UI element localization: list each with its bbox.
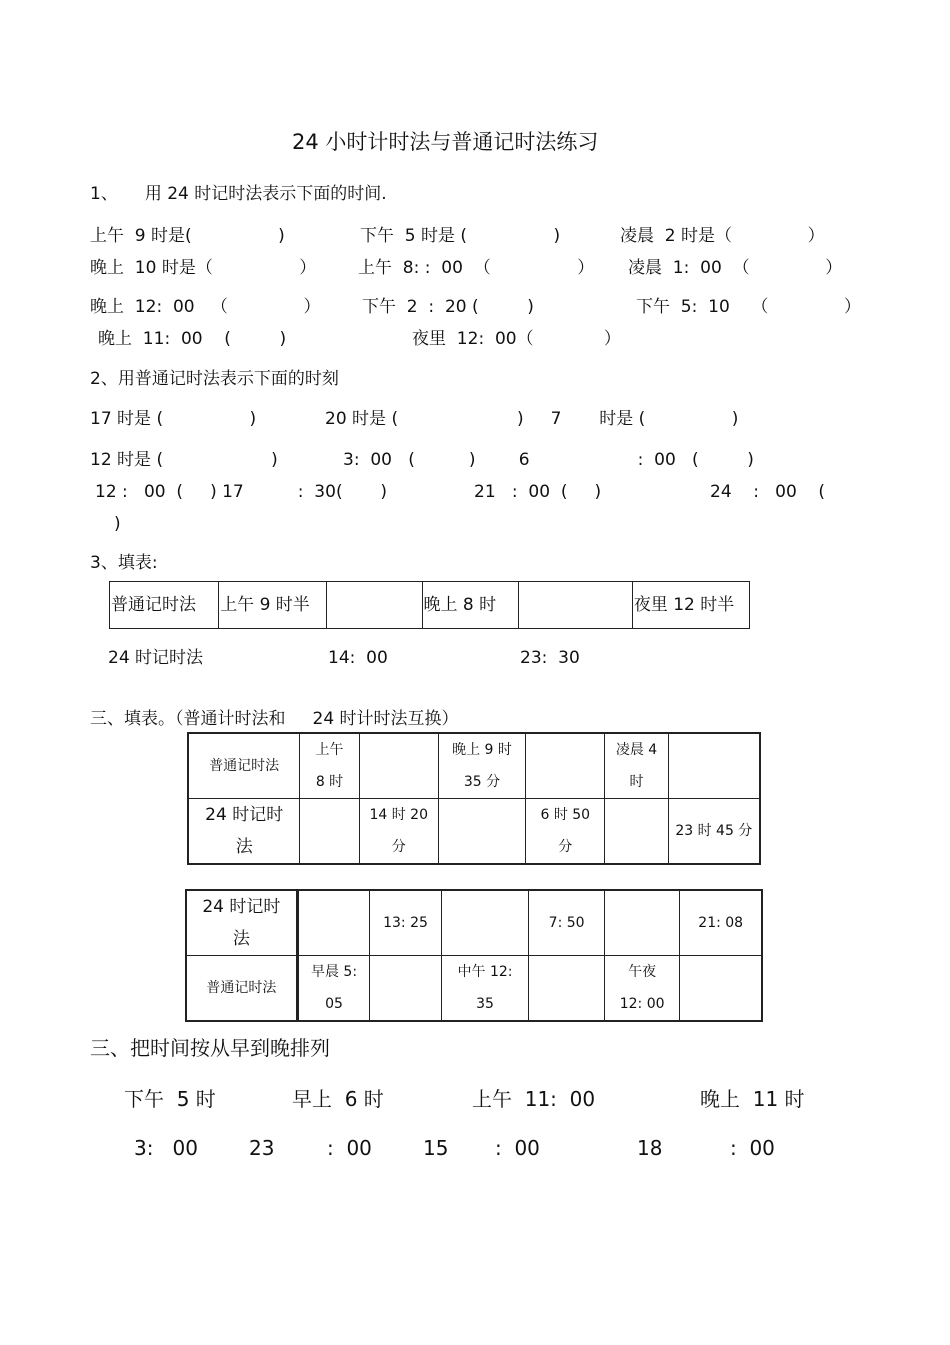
q2-item: 20 时是 ( ) 7 时是 ( ) bbox=[325, 409, 739, 429]
q3-cell-blank[interactable] bbox=[518, 582, 632, 629]
q5-time: : 00 bbox=[495, 1136, 540, 1160]
q1-item: 凌晨 1: 00 （ ） bbox=[628, 258, 843, 278]
cell-line: 23 时 45 分 bbox=[675, 823, 753, 839]
cell-line: 8 时 bbox=[315, 774, 344, 790]
q2-item: 3: 00 ( ) 6 : 00 ( ) bbox=[343, 450, 754, 470]
cell-line: 午夜 bbox=[628, 964, 657, 980]
table-a-blank[interactable] bbox=[668, 733, 760, 799]
q3-row2-value: 14: 00 bbox=[328, 648, 388, 668]
q5-time: 上午 11: 00 bbox=[472, 1087, 596, 1111]
table-b-cell bbox=[529, 890, 605, 956]
q2-item: ) bbox=[114, 514, 121, 534]
cell-line: 24 时记时 bbox=[202, 897, 281, 917]
q3-cell: 上午 9 时半 bbox=[219, 582, 327, 629]
table-b-blank[interactable] bbox=[441, 890, 529, 956]
q1-item: 晚上 10 时是（ ） bbox=[90, 258, 317, 278]
q5-time: 23 bbox=[249, 1136, 275, 1160]
table-b-blank[interactable] bbox=[297, 890, 370, 956]
table-b-cell bbox=[680, 890, 762, 956]
table-a-cell bbox=[359, 799, 438, 865]
q5-time: 晚上 11 时 bbox=[700, 1087, 805, 1111]
cell-line: 12: 00 bbox=[619, 996, 665, 1012]
conversion-table-b bbox=[185, 889, 763, 1022]
table-b-cell bbox=[186, 956, 297, 1022]
q1-heading: 1、 用 24 时记时法表示下面的时间. bbox=[90, 184, 387, 204]
cell-line: 分 bbox=[558, 839, 573, 855]
q3-cell-blank[interactable] bbox=[327, 582, 422, 629]
cell-line: 05 bbox=[325, 996, 343, 1012]
q5-time: 3: 00 bbox=[134, 1136, 198, 1160]
table-a-blank[interactable] bbox=[359, 733, 438, 799]
table-b-cell bbox=[186, 890, 297, 956]
cell-line: 时 bbox=[629, 774, 644, 790]
conversion-table-a bbox=[187, 732, 761, 865]
cell-line: 35 bbox=[476, 996, 494, 1012]
table-a-blank[interactable] bbox=[438, 799, 525, 865]
q1-item: 下午 5 时是 ( ) bbox=[360, 226, 561, 246]
q1-item: 上午 8: : 00 （ ） bbox=[358, 258, 595, 278]
q5-heading: 三、把时间按从早到晚排列 bbox=[90, 1036, 330, 1060]
cell-line: 法 bbox=[235, 837, 253, 857]
cell-line: 21: 08 bbox=[698, 915, 744, 931]
table-a-blank[interactable] bbox=[300, 799, 359, 865]
table-b-blank[interactable] bbox=[604, 890, 680, 956]
q1-item: 夜里 12: 00（ ） bbox=[412, 329, 621, 349]
table-b-cell bbox=[441, 956, 529, 1022]
table-a-cell bbox=[188, 733, 300, 799]
q5-time: 18 bbox=[637, 1136, 663, 1160]
table-b-cell bbox=[297, 956, 370, 1022]
q3-row2-label: 24 时记时法 bbox=[108, 648, 204, 668]
cell-line: 中午 12: bbox=[457, 964, 513, 980]
cell-line: 24 时记时 bbox=[205, 805, 284, 825]
table-a-cell bbox=[526, 799, 605, 865]
cell-line: 普通记时法 bbox=[209, 758, 280, 774]
table-a-cell bbox=[438, 733, 525, 799]
q2-heading: 2、用普通记时法表示下面的时刻 bbox=[90, 369, 339, 389]
cell-line: 上午 bbox=[315, 742, 344, 758]
table-a-cell bbox=[668, 799, 760, 865]
table-b-blank[interactable] bbox=[370, 956, 441, 1022]
q2-item: 12 时是 ( ) bbox=[90, 450, 278, 470]
table-b-blank[interactable] bbox=[529, 956, 605, 1022]
q3-cell: 夜里 12 时半 bbox=[632, 582, 749, 629]
cell-line: 35 分 bbox=[463, 774, 501, 790]
q2-item: 17 时是 ( ) bbox=[90, 409, 257, 429]
table-b-cell bbox=[370, 890, 441, 956]
q3-cell: 晚上 8 时 bbox=[422, 582, 518, 629]
q5-time: : 00 bbox=[327, 1136, 372, 1160]
table-a-cell bbox=[300, 733, 359, 799]
q2-item: 12 : 00 ( ) 17 : 30( ) bbox=[95, 482, 388, 502]
q3-table bbox=[109, 581, 750, 629]
q3-cell: 普通记时法 bbox=[110, 582, 219, 629]
q1-item: 晚上 12: 00 （ ） bbox=[90, 297, 321, 317]
table-b-blank[interactable] bbox=[680, 956, 762, 1022]
cell-line: 早晨 5: bbox=[310, 964, 358, 980]
q4-heading: 三、填表。（普通计时法和 24 时计时法互换） bbox=[90, 709, 459, 729]
q1-item: 下午 5: 10 （ ） bbox=[636, 297, 862, 317]
cell-line: 晚上 9 时 bbox=[452, 742, 512, 758]
table-a-blank[interactable] bbox=[605, 799, 668, 865]
table-b-cell bbox=[604, 956, 680, 1022]
q1-item: 下午 2 : 20 ( ) bbox=[362, 297, 534, 317]
q5-time: : 00 bbox=[730, 1136, 775, 1160]
cell-line: 分 bbox=[391, 839, 406, 855]
q3-heading: 3、填表: bbox=[90, 553, 158, 573]
q5-time: 下午 5 时 bbox=[124, 1087, 216, 1111]
cell-line: 普通记时法 bbox=[206, 980, 277, 996]
cell-line: 7: 50 bbox=[548, 915, 585, 931]
table-a-cell bbox=[605, 733, 668, 799]
cell-line: 13: 25 bbox=[383, 915, 428, 931]
q1-item: 凌晨 2 时是（ ） bbox=[620, 226, 825, 246]
q3-row2-value: 23: 30 bbox=[520, 648, 580, 668]
cell-line: 6 时 50 bbox=[540, 807, 591, 823]
cell-line: 凌晨 4 bbox=[615, 742, 658, 758]
q2-item: 21 : 00 ( ) bbox=[474, 482, 602, 502]
table-a-blank[interactable] bbox=[526, 733, 605, 799]
page-title: 24 小时计时法与普通记时法练习 bbox=[292, 130, 599, 154]
q5-time: 早上 6 时 bbox=[292, 1087, 384, 1111]
table-a-cell bbox=[188, 799, 300, 865]
cell-line: 14 时 20 bbox=[369, 807, 428, 823]
q2-item: 24 : 00 ( bbox=[710, 482, 826, 502]
cell-line: 法 bbox=[232, 929, 250, 949]
q1-item: 晚上 11: 00 ( ) bbox=[98, 329, 287, 349]
q5-time: 15 bbox=[423, 1136, 449, 1160]
q1-item: 上午 9 时是( ) bbox=[90, 226, 285, 246]
